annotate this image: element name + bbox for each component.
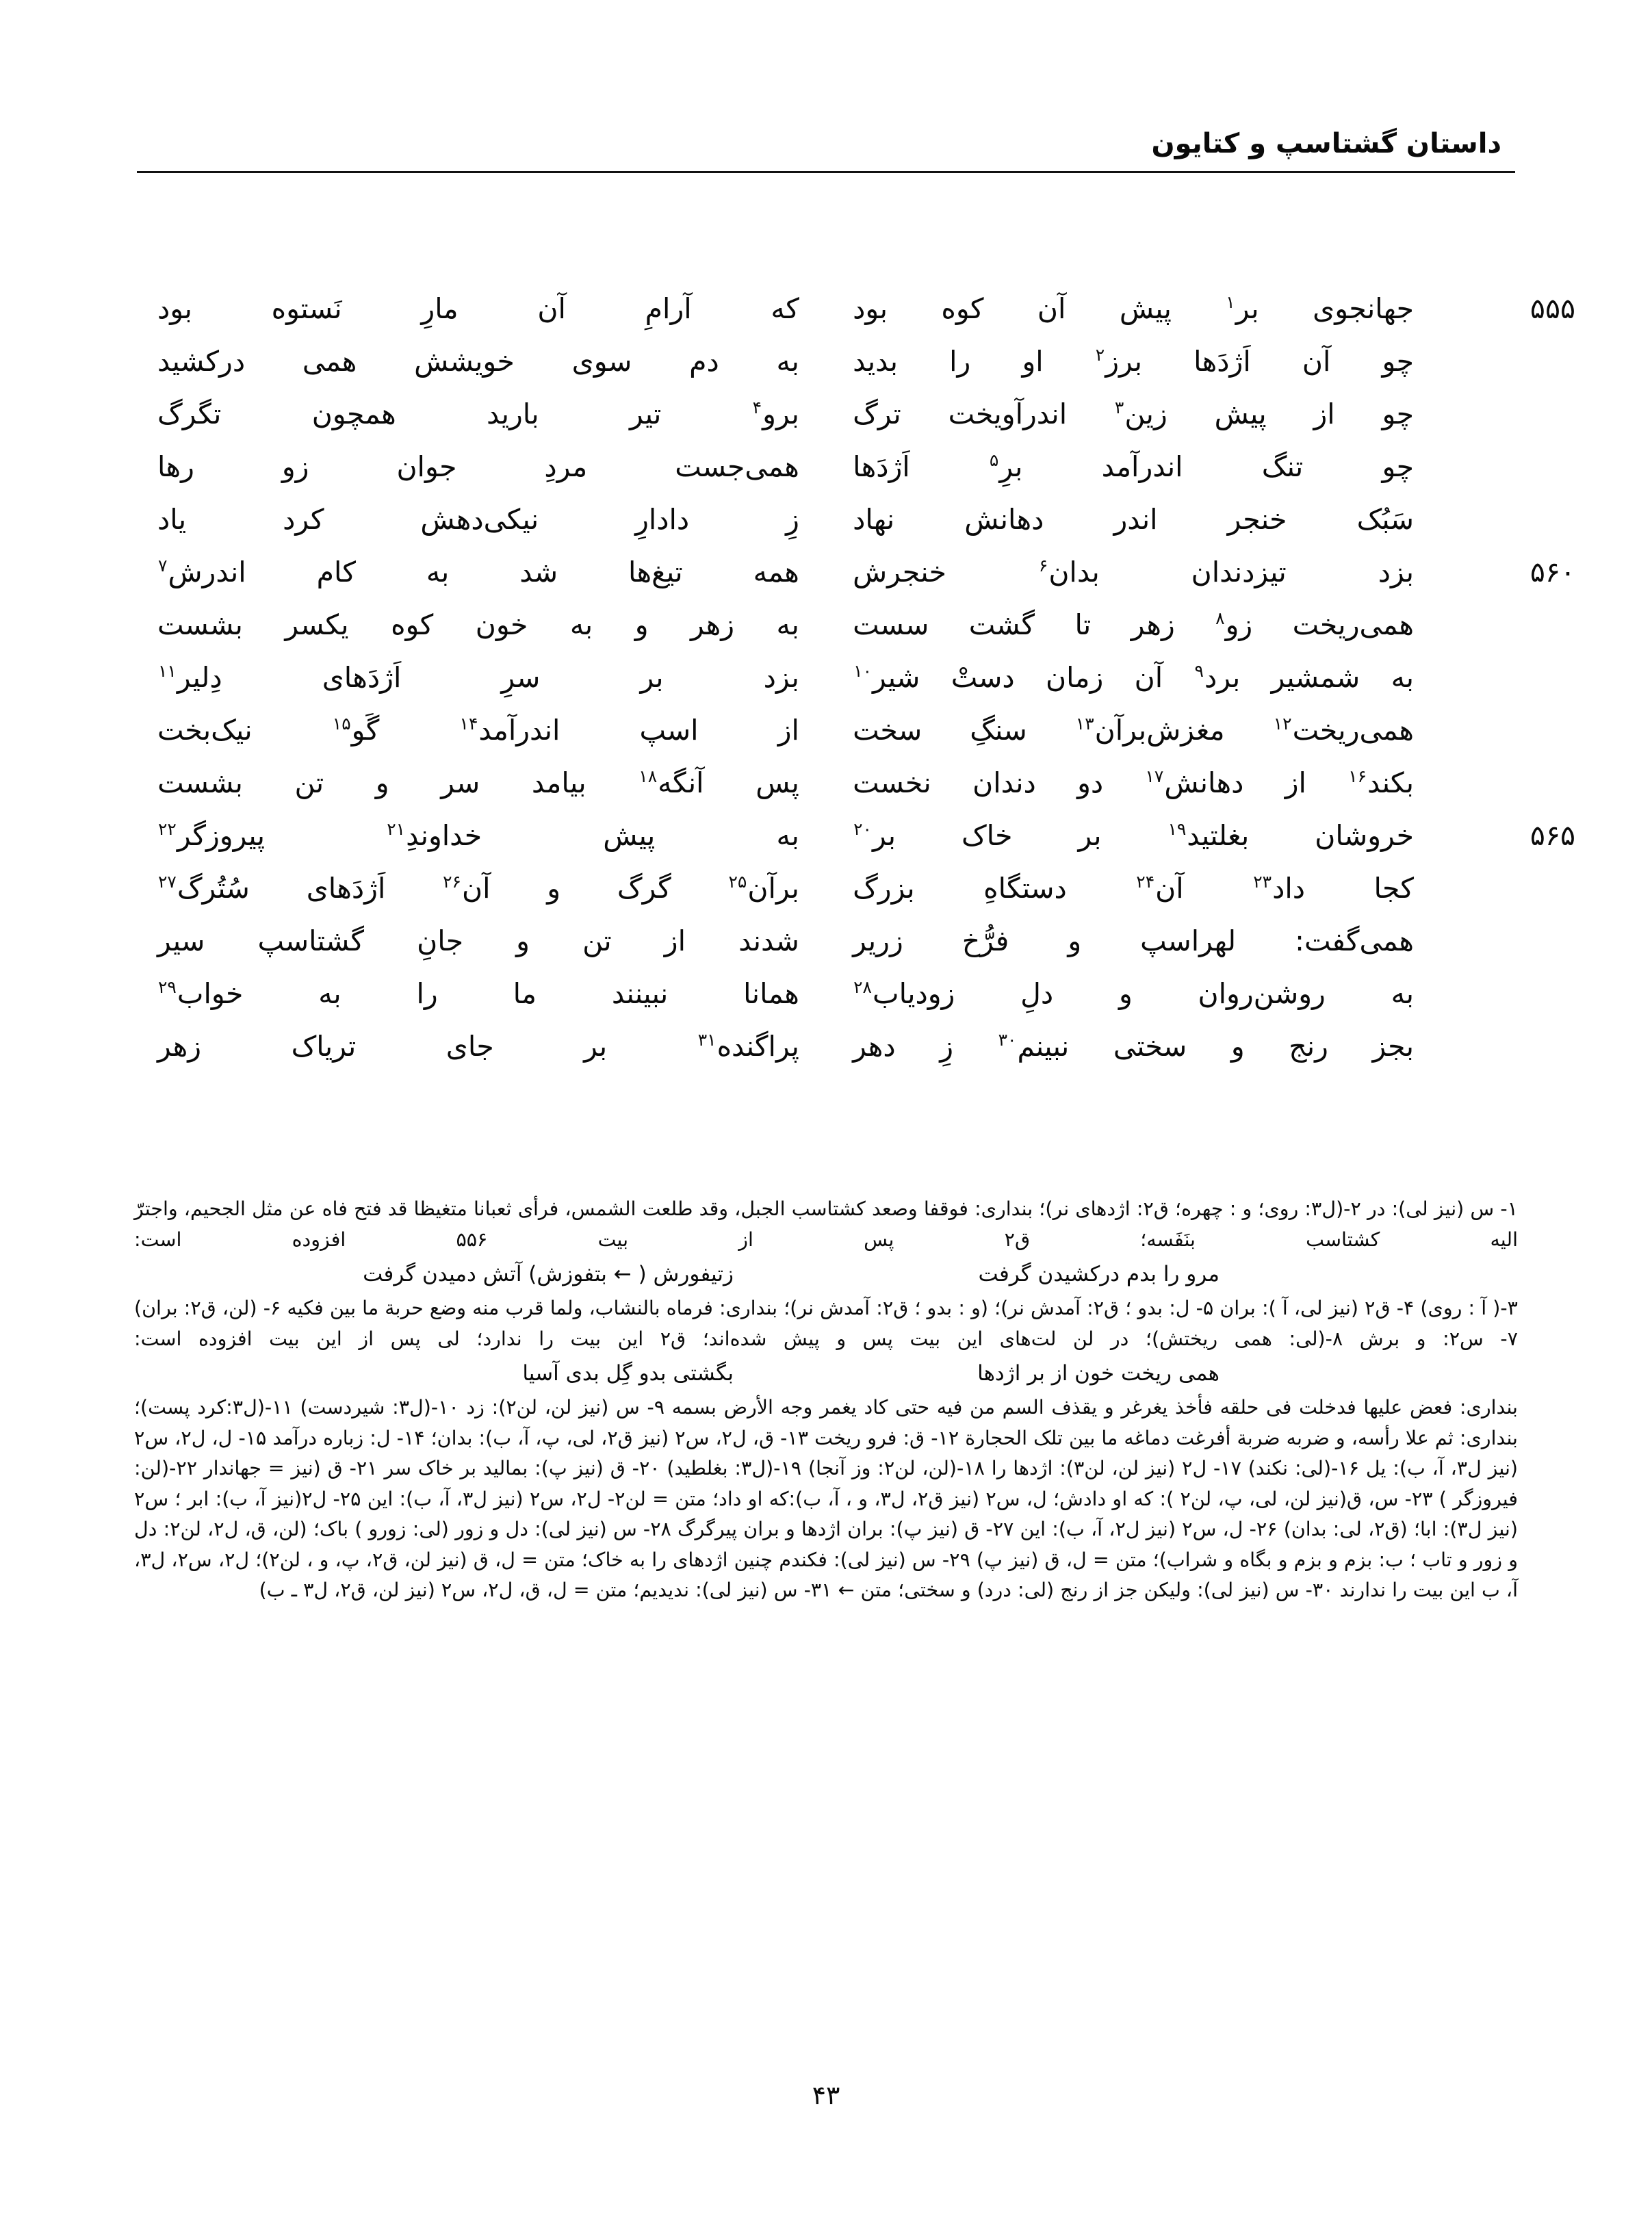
verse-couplet <box>157 819 1575 874</box>
verse-word: بشست <box>157 608 243 641</box>
verse-word: بشست <box>157 766 243 799</box>
verse-word: بزرگ <box>853 872 915 905</box>
verse-word: آن$^{۲۴}$ <box>1136 872 1184 905</box>
hemistich-right <box>853 452 1495 482</box>
hemistich-words <box>853 924 1414 957</box>
verse-word: شدند <box>738 924 799 957</box>
header-rule <box>137 171 1515 173</box>
verse-word: آن <box>1134 661 1163 694</box>
verse-word: مغزش‌برآن$^{۱۳}$ <box>1075 714 1225 747</box>
verse-word: و <box>375 766 389 799</box>
hemistich-left <box>157 924 799 957</box>
hemistich-words <box>853 610 1414 640</box>
hemistich-right <box>853 768 1495 798</box>
verse-word: دهانش <box>964 503 1044 536</box>
verse-word: درکشید <box>157 345 246 378</box>
verse-word: ترگ <box>853 398 901 430</box>
hemistich-right <box>853 979 1495 1009</box>
verse-word: دِلیر$^{۱۱}$ <box>158 661 222 694</box>
verse-word: یاد <box>157 503 187 536</box>
footnote-marker[interactable]: ۲ <box>1095 345 1105 365</box>
verse-word: سنگِ <box>970 714 1027 747</box>
verse-word: نهاد <box>853 503 895 536</box>
footnote-marker[interactable]: ۱۵ <box>332 714 351 734</box>
verse-word: سَبُک <box>1356 503 1414 536</box>
verse-word: اسپ <box>639 714 699 747</box>
hemistich-left <box>157 979 799 1009</box>
hemistich-left <box>157 821 799 851</box>
verse-word: سرِ <box>501 661 541 694</box>
verse-word: شیر$^{۱۰}$ <box>853 661 920 694</box>
hemistich-left <box>157 505 799 534</box>
hemistich-words <box>853 979 1414 1009</box>
verse-word: اَژدَها <box>1193 345 1251 378</box>
verse-couplet <box>157 663 1495 716</box>
hemistich-left <box>157 558 799 587</box>
verse-word: بدید <box>853 345 899 378</box>
verse-word: بود <box>157 292 192 325</box>
verse-word: زریر <box>853 924 903 957</box>
verse-word: چو <box>1382 450 1414 483</box>
footnote-marker[interactable]: ۲۰ <box>853 819 872 840</box>
verse-couplet <box>157 1032 1495 1085</box>
verse-word: آن$^{۲۶}$ <box>443 872 491 905</box>
hemistich-words <box>157 558 799 587</box>
verse-couplet <box>157 874 1495 927</box>
verse-word: دهر <box>853 1030 896 1063</box>
verse-word: نخست <box>853 766 931 799</box>
hemistich-right <box>853 347 1495 376</box>
hemistich-right <box>853 400 1495 429</box>
verse-couplet <box>157 556 1575 610</box>
footnote-marker[interactable]: ۲۶ <box>443 872 461 892</box>
hemistich-words <box>853 505 1414 534</box>
verse-couplet <box>157 452 1495 505</box>
verse-word: سخت <box>853 714 922 747</box>
footnote-marker[interactable]: ۵ <box>989 450 999 471</box>
verse-word: بر <box>584 1030 608 1063</box>
verse-word: بجز <box>1372 1030 1414 1063</box>
footnote-marker[interactable]: ۲۳ <box>1253 872 1272 892</box>
verse-word: جانِ <box>417 924 464 957</box>
verse-word: مردِ <box>544 450 588 483</box>
verse-word: بکند$^{۱۶}$ <box>1348 766 1414 799</box>
verse-word: زو <box>281 450 309 483</box>
verse-word: را <box>416 977 438 1010</box>
verse-word: تیر <box>629 398 662 430</box>
verse-word: دهانش$^{۱۷}$ <box>1145 766 1244 799</box>
verse-number: ۵۵۵ <box>1530 292 1575 325</box>
hemistich-words <box>853 558 1414 587</box>
verse-word: تیزدندان <box>1191 556 1287 588</box>
verse-word: داد$^{۲۳}$ <box>1253 872 1305 905</box>
verse-word: اَژدَهای <box>322 661 402 694</box>
verse-couplet <box>157 716 1495 768</box>
verse-word: گشت <box>968 608 1035 641</box>
apparatus-paragraph-3: بنداری: فعض علیها فدخلت فی حلقه فأخذ یغرغر و یقذف السم من فیه حتی کاد یغمر وجه الأرض بسمه ۹- س (نیز لن، لن۲): زد ۱۰-(ل۳: شیردست) ۱۱-(ل۳:کرد پست)؛ بنداری: ثم علا رأسه، و ضربه ضربة أفرغت دماغه ما بین تلک الحجارة ۱۲- ق: فرو ریخت ۱۳- ق، ل۲، س۲ (نیز ق۲، لی، پ، آ، ب): بدان؛ ۱۴- ل: زباره درآمد ۱۵- ل، ل۲، س۲ (نیز ل۳، آ، ب): یل ۱۶-(لی: نکند) ۱۷- ل۲ (نیز لن، لن۳): اژدها را ۱۸-(لن، لن۲: وز آنجا) ۱۹-(ل۳: بغلطید) ۲۰- ق (نیز پ): بمالید بر خاک سر ۲۱- ق (نیز = جهاندار ۲۲-(لن: فیروزگر ) ۲۳- س، ق(نیز لن، لی، پ، لن۲ ): که او دادش؛ ل، س۲ (نیز ق۲، ل۳، و ، آ، ب):که او داد؛ متن = لن۲- ل۲، س۲ (نیز ل۳، آ، ب): این ۲۵- ل۲(نیز آ، ب): ابر ؛ س۲ (نیز ل۳): ابا؛ (ق۲، لی: بدان) ۲۶- ل، س۲ (نیز ل۲، آ، ب): این ۲۷- ق (نیز پ): بران اژدها و بران پیرگرگ ۲۸- س (نیز لی): دل و زور (لی: زورو ) باک؛ (لن، ق، ل۲، لن۲: دل و زور و تاب ؛ ب: بزم و بزم و بگاه و شراب)؛ متن = ل، ق (نیز پ) ۲۹- س (نیز لی): فکندم چنین اژدهای را به خاک؛ متن = ل، ق (نیز لن، ق۲، پ، و ، لن۲)؛ ل۲، س۲، ل۳، آ، ب این بیت را ندارند ۳۰- س (نیز لی): ولیکن جز از رنج (لی: درد) و سختی؛ متن ← ۳۱- س (نیز لی): ندیدیم؛ متن = ل، ق، ل۲، س۲ (نیز لن، ق۲، ل۳ ـ ب) <box>134 1396 1519 1601</box>
inset-couplet-2-left <box>350 1356 734 1391</box>
hemistich-words <box>157 663 799 693</box>
verse-word: زمان <box>1045 661 1104 694</box>
verse-word: و <box>1230 1030 1245 1063</box>
footnote-marker[interactable]: ۱۸ <box>638 766 658 787</box>
verse-word: تن <box>582 924 612 957</box>
verse-word: و <box>1068 924 1082 957</box>
footnote-marker[interactable]: ۲۸ <box>853 977 872 998</box>
verse-word: تیغ‌ها <box>628 556 683 588</box>
verse-word: سوی <box>571 345 632 378</box>
verse-word: برو$^۴$ <box>752 398 799 430</box>
verse-word: بر$^{۲۰}$ <box>853 819 896 852</box>
verse-word: به <box>426 556 450 588</box>
verse-word: سُتُرگ$^{۲۷}$ <box>158 872 250 905</box>
verse-word: شمشیر <box>1271 661 1360 694</box>
hemistich-words <box>157 874 799 903</box>
verse-word: خنجر <box>1227 503 1287 536</box>
verse-word: دندان <box>972 766 1036 799</box>
hemistich-left <box>157 768 799 798</box>
verse-word: تا <box>1074 608 1092 641</box>
inset-hemistich-text: همی ریخت خون از بر اژدها <box>977 1361 1219 1386</box>
verse-word: او <box>1022 345 1044 378</box>
footnote-marker[interactable]: ۲۹ <box>158 977 177 998</box>
verse-word: آنگه$^{۱۸}$ <box>638 766 704 799</box>
verse-word: دادارِ <box>635 503 690 536</box>
inset-couplet-1-left <box>350 1256 734 1292</box>
verse-word: کجا <box>1373 872 1414 905</box>
verse-word: رها <box>157 450 194 483</box>
verse-word: خون <box>475 608 528 641</box>
verse-word: از <box>664 924 686 957</box>
footnote-marker[interactable]: ۱۰ <box>853 661 873 682</box>
inset-couplet-1-right <box>836 1256 1219 1292</box>
verse-word: آن <box>537 292 566 325</box>
hemistich-left <box>157 874 799 903</box>
hemistich-words <box>157 610 799 640</box>
verse-couplet <box>157 979 1495 1032</box>
verse-word: برآن$^{۲۵}$ <box>728 872 799 905</box>
verse-word: از <box>777 714 799 747</box>
footnote-marker[interactable]: ۳ <box>1114 398 1124 418</box>
verse-word: و <box>547 872 561 905</box>
apparatus-paragraph-1: ۱- س (نیز لی): در ۲-(ل۳: روی؛ و : چهره؛ ق۲: اژدهای نر)؛ بنداری: فوقفا وصعد کشتاسب الجبل، وقد طلعت الشمس، فرأی ثعبانا متغیظا قد فتح فاه عن مثل الجحیم، واجترّ الیه کشتاسب بنَفَسه؛ ق۲ پس از بیت ۵۵۶ افزوده است: <box>134 1198 1518 1251</box>
verse-word: به <box>776 819 799 852</box>
verse-word: خواب$^{۲۹}$ <box>158 977 244 1010</box>
verse-word: جهانجوی <box>1313 292 1414 325</box>
apparatus-paragraph-2: ۳-( آ : روی) ۴- ق۲ (نیز لی، آ ): بران ۵- ل: بدو ؛ ق۲: آمدش نر)؛ (و : بدو ؛ ق۲: آمدش نر)؛ بنداری: فرماه بالنشاب، ولما قرب منه وضع حربة ما بین فکیه ۶- (لن، ق۲: بران) ۷- س۲: و برش ۸-(لی: همی ریختش)؛ در لن لت‌های این بیت پس و پیش شده‌اند؛ ق۲ این بیت را ندارد؛ لی پس از این بیت افزوده است: <box>134 1297 1518 1350</box>
footnote-marker[interactable]: ۱۴ <box>459 714 478 734</box>
verse-word: کوه <box>941 292 984 325</box>
verse-word: جای <box>446 1030 494 1063</box>
verse-word: زو$^۸$ <box>1215 608 1253 641</box>
hemistich-right <box>853 505 1495 534</box>
footnote-marker[interactable]: ۸ <box>1215 608 1225 629</box>
footnote-marker[interactable]: ۱ <box>1226 292 1235 313</box>
hemistich-words <box>853 347 1414 376</box>
verse-word: نَستوه <box>271 292 342 325</box>
verse-word: خویشش <box>414 345 515 378</box>
verse-word: همی‌گفت: <box>1295 924 1414 957</box>
verse-word: و <box>1118 977 1133 1010</box>
hemistich-words <box>157 821 799 851</box>
verse-word: گرگ <box>617 872 671 905</box>
verse-word: که <box>771 292 799 325</box>
verse-word: بیامد <box>531 766 586 799</box>
hemistich-words <box>157 924 799 957</box>
verse-word: دلِ <box>1020 977 1054 1010</box>
hemistich-left <box>157 663 799 693</box>
verse-word: خروشان <box>1315 819 1414 852</box>
hemistich-words <box>157 1032 799 1061</box>
verse-word: زهر <box>690 608 735 641</box>
inset-couplet-2-right <box>836 1356 1219 1391</box>
verse-word: همی‌ریخت$^{۱۲}$ <box>1273 714 1414 747</box>
verse-word: از <box>1313 398 1335 430</box>
hemistich-left <box>157 294 799 324</box>
footnote-marker[interactable]: ۲۲ <box>158 819 177 840</box>
footnote-marker[interactable]: ۴ <box>752 398 762 418</box>
verse-word: بارید <box>487 398 539 430</box>
footnote-marker[interactable]: ۲۵ <box>728 872 747 892</box>
verse-word: بغلتید$^{۱۹}$ <box>1167 819 1250 852</box>
verse-word: اندرش$^۷$ <box>158 556 246 588</box>
verse-word: همچون <box>311 398 396 430</box>
verse-couplet <box>157 347 1495 400</box>
verse-word: پیش <box>1119 292 1172 325</box>
hemistich-words <box>853 452 1414 482</box>
verse-word: و <box>516 924 530 957</box>
verse-word: اندر <box>1113 503 1158 536</box>
verse-word: دو <box>1077 766 1104 799</box>
footnote-marker[interactable]: ۱۷ <box>1145 766 1164 787</box>
verse-word: از <box>1285 766 1306 799</box>
verse-word: سست <box>853 608 929 641</box>
footnote-marker[interactable]: ۱۹ <box>1167 819 1187 840</box>
hemistich-left <box>157 716 799 745</box>
verse-word: اندرآویخت <box>948 398 1068 430</box>
hemistich-words <box>853 294 1414 324</box>
hemistich-left <box>157 1032 799 1061</box>
verse-number: ۵۶۵ <box>1530 819 1575 852</box>
verse-word: به <box>569 608 593 641</box>
folio-number: ۴۳ <box>812 2080 840 2110</box>
verse-word: پس <box>756 766 799 799</box>
hemistich-right <box>853 292 1575 325</box>
hemistich-words <box>853 716 1414 745</box>
inset-hemistich-text: بگشتی بدو گِل بدی آسیا <box>522 1361 734 1386</box>
verse-word: مارِ <box>421 292 459 325</box>
footnote-marker[interactable]: ۱۲ <box>1273 714 1292 734</box>
hemistich-words <box>157 505 799 534</box>
verse-word: آرامِ <box>645 292 692 325</box>
hemistich-words <box>157 347 799 376</box>
verse-couplet <box>157 292 1575 347</box>
verse-word: زودیاب$^{۲۸}$ <box>853 977 955 1010</box>
verse-word: خنجرش <box>853 556 946 588</box>
verse-word: نبینم$^{۳۰}$ <box>998 1030 1070 1063</box>
footnote-marker[interactable]: ۶ <box>1038 556 1048 576</box>
footnote-marker[interactable]: ۲۷ <box>158 872 177 892</box>
verse-word: نیک‌بخت <box>157 714 253 747</box>
inset-hemistich-text: زتیفورش ( ← بتفوزش) آتش دمیدن گرفت <box>363 1262 734 1286</box>
hemistich-words <box>157 400 799 429</box>
verse-word: همی‌جست <box>675 450 799 483</box>
inset-couplet-2 <box>134 1356 1518 1391</box>
verse-word: آن <box>1302 345 1331 378</box>
hemistich-left <box>157 400 799 429</box>
hemistich-words <box>157 768 799 798</box>
verse-word: پراگنده$^{۳۱}$ <box>697 1030 799 1063</box>
hemistich-words <box>853 400 1414 429</box>
verse-couplet <box>157 768 1495 821</box>
verse-word: پیش <box>603 819 656 852</box>
verse-word: برِ$^۵$ <box>989 450 1023 483</box>
verse-word: دستْ <box>951 661 1015 694</box>
verse-word: برز$^۲$ <box>1095 345 1143 378</box>
footnote-marker[interactable]: ۲۱ <box>387 819 406 840</box>
inset-couplet-1 <box>134 1256 1518 1292</box>
verse-couplet <box>157 610 1495 663</box>
hemistich-right <box>853 716 1495 745</box>
verse-word: سختی <box>1113 1030 1187 1063</box>
verse-word: کوه <box>391 608 434 641</box>
hemistich-words <box>853 821 1414 851</box>
hemistich-right <box>853 874 1495 903</box>
verse-word: تریاک <box>291 1030 357 1063</box>
hemistich-words <box>853 663 1414 693</box>
verse-word: همی‌ریخت <box>1292 608 1414 641</box>
verse-word: بود <box>853 292 888 325</box>
verse-word: لهراسپ <box>1140 924 1237 957</box>
verse-word: تن <box>294 766 324 799</box>
verse-word: خاک <box>961 819 1013 852</box>
footnote-marker[interactable]: ۹ <box>1194 661 1204 682</box>
critical-apparatus <box>134 1194 1518 1606</box>
verse-block <box>157 292 1575 1085</box>
verse-word: بزد <box>763 661 799 694</box>
verse-word: به <box>318 977 341 1010</box>
verse-couplet <box>157 505 1495 558</box>
verse-word: زین$^۳$ <box>1114 398 1167 430</box>
verse-word: چو <box>1382 345 1414 378</box>
verse-couplet <box>157 400 1495 452</box>
footnote-marker[interactable]: ۲۴ <box>1136 872 1155 892</box>
verse-word: سیر <box>157 924 205 957</box>
verse-word: روشن‌روان <box>1198 977 1326 1010</box>
page-title: داستان گشتاسپ و کتایون <box>1151 128 1501 159</box>
verse-word: کام <box>316 556 356 588</box>
verse-word: زهر <box>157 1030 202 1063</box>
hemistich-right <box>853 556 1575 588</box>
hemistich-words <box>853 874 1414 903</box>
verse-word: فرُّخ <box>961 924 1009 957</box>
verse-word: اَژدَهای <box>306 872 386 905</box>
verse-word: برد$^۹$ <box>1194 661 1241 694</box>
footnote-marker[interactable]: ۳۱ <box>697 1030 717 1050</box>
verse-word: تگرگ <box>157 398 222 430</box>
verse-number: ۵۶۰ <box>1530 556 1575 588</box>
verse-word: به <box>1391 977 1414 1010</box>
verse-word: پیش <box>1214 398 1267 430</box>
verse-word: بر <box>640 661 664 694</box>
verse-word: تنگ <box>1261 450 1304 483</box>
hemistich-left <box>157 610 799 640</box>
verse-word: دم <box>689 345 719 378</box>
hemistich-words <box>853 768 1414 798</box>
verse-word: همی <box>302 345 357 378</box>
verse-word: کرد <box>283 503 324 536</box>
verse-word: را <box>949 345 971 378</box>
verse-word: نیکی‌دهش <box>420 503 539 536</box>
verse-word: دستگاهِ <box>983 872 1067 905</box>
footnote-marker[interactable]: ۱۱ <box>158 661 177 682</box>
verse-word: سر <box>441 766 480 799</box>
inset-hemistich-text: مرو را بدم درکشیدن گرفت <box>978 1262 1219 1286</box>
hemistich-words <box>157 294 799 324</box>
verse-word: زِ <box>940 1030 954 1063</box>
verse-word: و <box>634 608 649 641</box>
verse-word: آن <box>1037 292 1066 325</box>
verse-word: جوان <box>396 450 457 483</box>
verse-word: گشتاسپ <box>257 924 365 957</box>
verse-word: رنج <box>1289 1030 1328 1063</box>
hemistich-words <box>853 1032 1414 1061</box>
verse-word: چو <box>1382 398 1414 430</box>
running-head <box>137 127 1515 173</box>
verse-word: نبینند <box>611 977 669 1010</box>
verse-word: اندرآمد <box>1101 450 1183 483</box>
hemistich-words <box>157 716 799 745</box>
hemistich-words <box>157 979 799 1009</box>
hemistich-right <box>853 663 1495 693</box>
verse-word: به <box>1391 661 1414 694</box>
verse-word: خداوندِ$^{۲۱}$ <box>387 819 482 852</box>
verse-word: به <box>776 345 799 378</box>
verse-word: اندرآمد$^{۱۴}$ <box>459 714 560 747</box>
verse-word: همه <box>753 556 799 588</box>
footnote-marker[interactable]: ۷ <box>158 556 168 576</box>
footnote-marker[interactable]: ۱۳ <box>1075 714 1094 734</box>
verse-word: به <box>776 608 799 641</box>
footnote-marker[interactable]: ۱۶ <box>1348 766 1367 787</box>
verse-word: بر <box>1078 819 1102 852</box>
verse-word: زهر <box>1131 608 1175 641</box>
verse-word: یکسر <box>285 608 349 641</box>
hemistich-left <box>157 452 799 482</box>
hemistich-right <box>853 819 1575 852</box>
hemistich-words <box>157 452 799 482</box>
footnote-marker[interactable]: ۳۰ <box>998 1030 1017 1050</box>
verse-word: شد <box>519 556 558 588</box>
hemistich-left <box>157 347 799 376</box>
hemistich-right <box>853 924 1495 957</box>
verse-word: بدان$^۶$ <box>1038 556 1100 588</box>
verse-word: گَو$^{۱۵}$ <box>332 714 380 747</box>
verse-word: بزد <box>1378 556 1414 588</box>
verse-word: زِ <box>786 503 799 536</box>
verse-word: اَژدَها <box>853 450 910 483</box>
verse-couplet <box>157 924 1495 979</box>
hemistich-right <box>853 1032 1495 1061</box>
verse-word: بر$^۱$ <box>1226 292 1259 325</box>
verse-word: همانا <box>743 977 799 1010</box>
verse-word: پیروزگر$^{۲۲}$ <box>158 819 266 852</box>
verse-word: ما <box>513 977 537 1010</box>
hemistich-right <box>853 610 1495 640</box>
